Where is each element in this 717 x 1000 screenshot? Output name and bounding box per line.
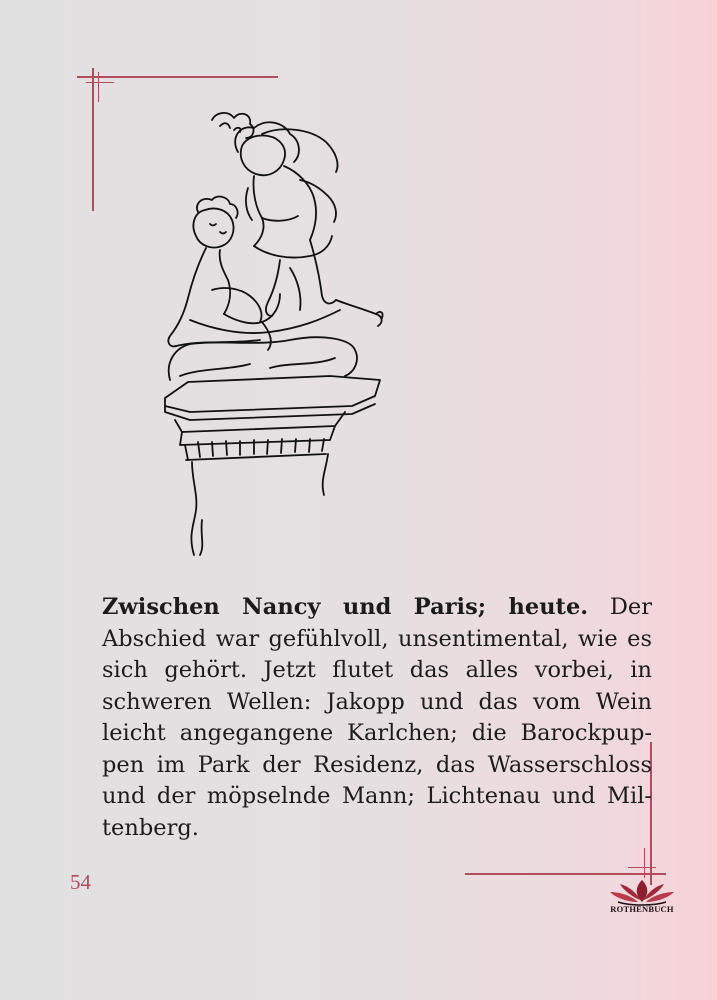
frame-line-top-left-vertical [92,68,94,211]
paragraph-line: tenberg. [102,814,199,841]
paragraph-line-1 [102,592,652,624]
paragraph-line: und der möpselnde Mann; Lichtenau und Mil- [102,783,652,809]
paragraph-line: pen im Park der Residenz, das Wasserschloss [102,751,652,778]
paragraph-line: sich gehört. Jetzt flutet das alles vorbei, in [102,657,652,683]
paragraph-line-1-text: Der [609,594,652,620]
paragraph-line: leicht angegangene Karlchen; die Barockpup- [102,720,652,746]
publisher-logo-text: ROTHENBUCH [610,904,674,914]
frame-line-bottom-right-horizontal [465,873,666,875]
frame-line-top-left-horizontal-short [86,82,114,83]
paragraph-heading: Zwischen Nancy und Paris; heute. [102,594,589,620]
paragraph-line: Abschied war gefühlvoll, unsentimental, wie es [102,625,652,652]
frame-line-top-left-horizontal [77,76,278,78]
paragraph-line: schweren Wellen: Jakopp und das vom Wein [102,688,652,715]
baroque-cherub-statue-drawing [150,100,400,560]
frame-line-bottom-right-horizontal-short [628,867,656,868]
body-paragraph [102,592,652,844]
frame-line-bottom-right-vertical-short [644,848,645,878]
frame-line-top-left-vertical-short [98,72,99,102]
page-number: 54 [70,870,91,894]
